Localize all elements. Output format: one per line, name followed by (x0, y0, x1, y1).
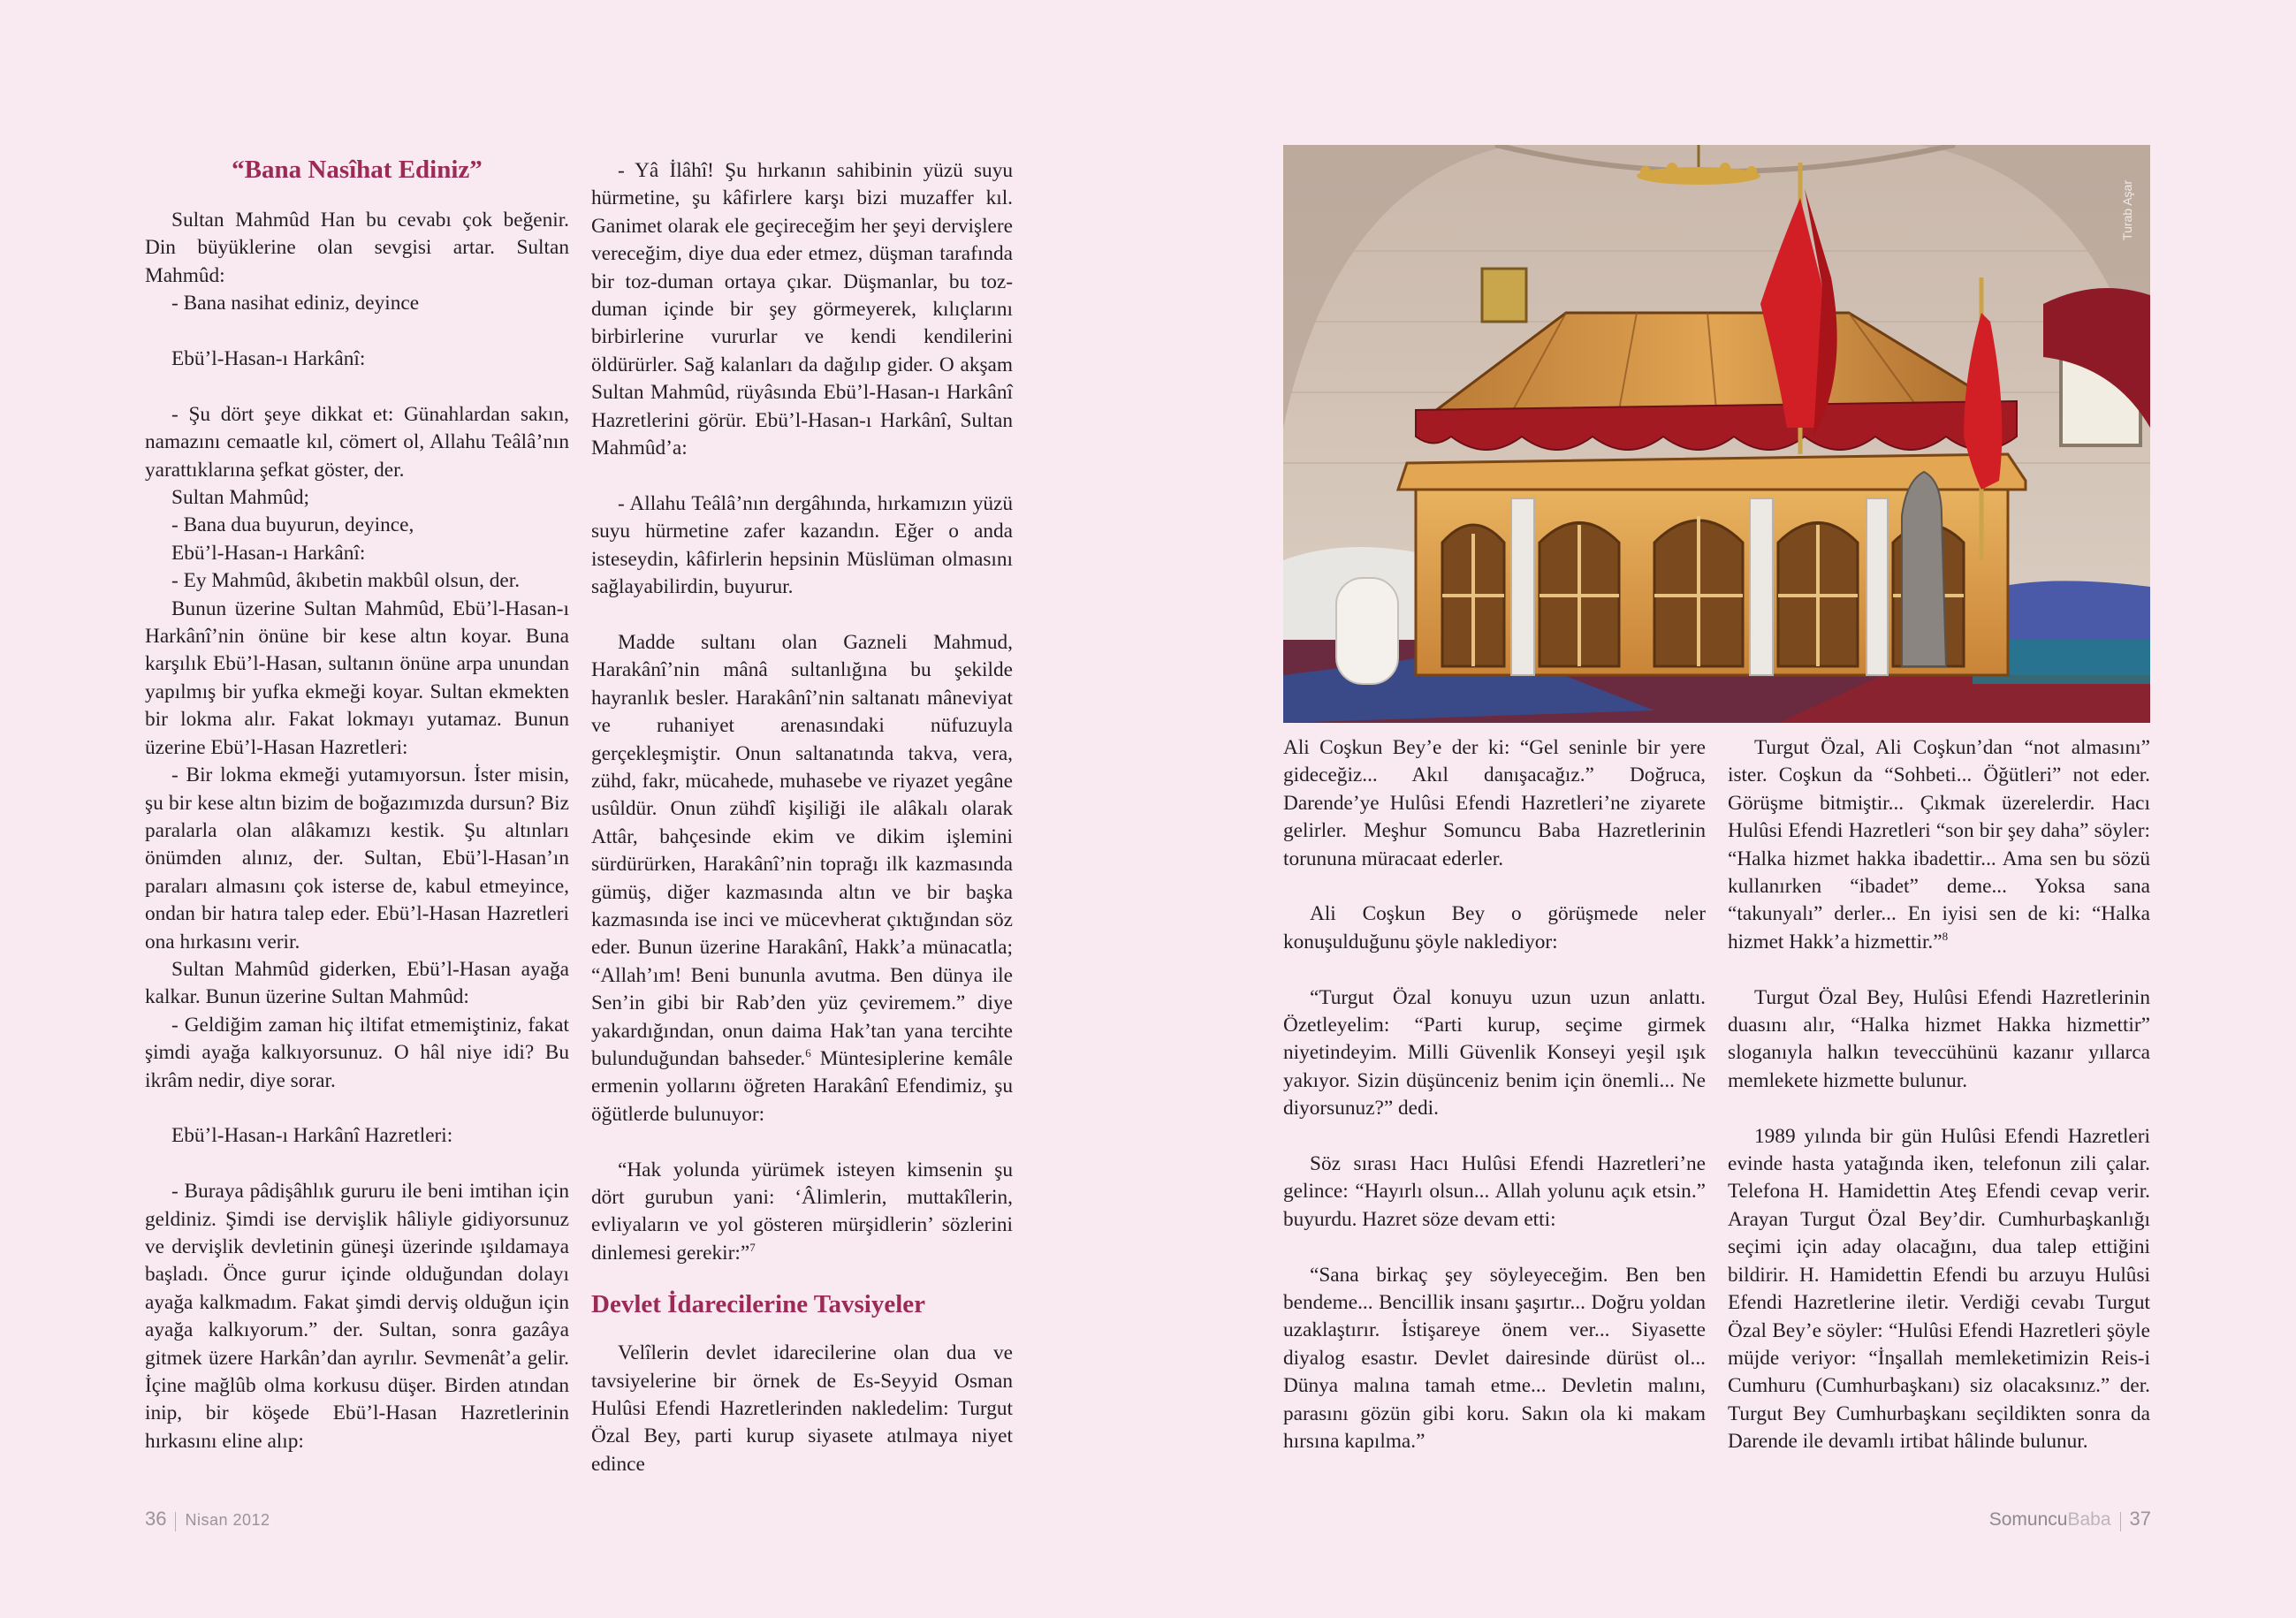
paragraph: Ali Coşkun Bey o görüşmede neler konuşulduğunu şöyle naklediyor: (1283, 902, 1706, 953)
footnote-marker: 8 (1942, 930, 1949, 944)
paragraph: Turgut Özal Bey, Hulûsi Efendi Hazretlerinin duasını alır, “Halka hizmet Hakka hizmettir” sloganıyla halkın teveccühünü kazanır yıllarca memlekete hizmette bulunur. (1728, 985, 2150, 1092)
issue-date: Nisan 2012 (185, 1511, 270, 1529)
tomb-illustration (1283, 145, 2150, 723)
section-heading-nasihat: “Bana Nasîhat Ediniz” (232, 156, 483, 184)
paragraph: - Buraya pâdişâhlık gururu ile beni imtihan için geldiniz. Şimdi ise dervişlik hâliyle gidiyorsunuz ve dervişlik devletinin güneşi üzerinde ışıldamaya başladı. Önce gurur içinde olduğundan dolayı ayağa kalkmadım. Fakat şimdi derviş olduğun için ayağa kalkıyorum.” der. Sultan, sonra gazâya gitmek üzere Harkân’dan ayrılır. Sevmenât’a gelir. İçine mağlûb olma korkusu düşer. Birden atından inip, bir köşede Ebü’l-Hasan Hazretlerinin hırkasını eline alıp: (145, 1180, 569, 1453)
paragraph: - Bana nasihat ediniz, deyince (171, 292, 420, 315)
paragraph: Bunun üzerine Sultan Mahmûd, Ebü’l-Hasan-ı Harkânî’nin önüne bir kese altın koyar. Buna karşılık Ebü’l-Hasan, sultanın önüne arpa unundan yapılmış bir yufka ekmeği koyar. Sultan ekmekten bir lokma alır. Fakat lokmayı yutamaz. Bunun üzerine Ebü’l-Hasan Hazretleri: (145, 596, 569, 759)
left-footer (145, 1508, 270, 1531)
section-heading-devlet: Devlet İdarecilerine Tavsiyeler (591, 1290, 925, 1319)
paragraph: Sultan Mahmûd Han bu cevabı çok beğenir. Din büyüklerine olan sevgisi artar. Sultan Mahmûd: (145, 209, 569, 287)
paragraph: - Allahu Teâlâ’nın dergâhında, hırkamızın yüzü suyu hürmetine zafer kazandın. Eğer o anda isteseydin, kâfirlerin hepsinin Müslüman olmasını sağlayabilirdin, buyurur. (591, 491, 1013, 599)
left-column-2 (591, 157, 1013, 1478)
magazine-logo: SomuncuBaba (1988, 1509, 2111, 1530)
page-number: 36 (145, 1508, 167, 1530)
paragraph: Turgut Özal, Ali Coşkun’dan “not almasını” ister. Coşkun da “Sohbeti... Öğütleri” not eder. Görüşme bitmiştir... Çıkmak üzerelerdir. Hacı Hulûsi Efendi Hazretleri “son bir şey daha” söyler: “Halka hizmet hakka ibadettir... Ama sen bu sözü kullanırken “ibadet” deme... Yoksa sana “takunyalı” derler... En iyisi sen de ki: “Halka hizmet Hakk’a hizmettir.”$^8$ (1728, 736, 2150, 953)
paragraph: “Turgut Özal konuyu uzun uzun anlattı. Özetleyelim: “Parti kurup, seçime girmek niyetindeyim. Milli Güvenlik Konseyi yeşil ışık yakıyor. Sizin düşünceniz benim için önemli... Ne diyorsunuz?” dedi. (1283, 985, 1706, 1120)
paragraph: 1989 yılında bir gün Hulûsi Efendi Hazretleri evinde hasta yatağında iken, telefonun zili çalar. Telefona H. Hamidettin Ateş Efendi cevap verir. Arayan Turgut Özal Bey’dir. Cumhurbaşkanlığı seçimi için aday olacağını, dua talep ettiğini bildirir. H. Hamidettin Efendi bu arzuyu Hulûsi Efendi Hazretlerine iletir. Verdiği cevabı Turgut Özal Bey’e söyler: “Hulûsi Efendi Hazretleri şöyle müjde veriyor: “İnşallah memleketimizin Reis-i Cumhuru (Cumhurbaşkanı) siz olacaksınız.” der. Turgut Bey Cumhurbaşkanı seçildikten sonra da Darende ile devamlı irtibat hâlinde bulunur. (1728, 1124, 2150, 1454)
paragraph: - Bir lokma ekmeği yutamıyorsun. İster misin, şu bir kese altın bizim de boğazımızda dursun? Biz paralarla olan alâkamızı kestik. Şu altınları önümden alınız, der. Sultan, Ebü’l-Hasan’ın paraları almasını çok isterse de, kabul etmeyince, ondan bir hatıra talep eder. Ebü’l-Hasan Hazretleri ona hırkasını verir. (145, 763, 569, 953)
footer-divider (175, 1512, 176, 1531)
right-footer (1989, 1508, 2151, 1531)
paragraph: - Yâ İlâhî! Şu hırkanın sahibinin yüzü suyu hürmetine, şu kâfirlere karşı bizi muzaffer kıl. Ganimet olarak ele geçireceğim her şeyi dervişlere vereceğim, diye dua eder etmez, düşman tarafında bir toz-duman ortaya çıkar. Düşmanlar, bu toz-duman içinde bir şey görmeyerek, kılıçlarını birbirlerine vururlar ve kendi kendilerini öldürürler. Sağ kalanları da dağılıp gider. O akşam Sultan Mahmûd, rüyâsında Ebü’l-Hasan-ı Harkânî Hazretlerini görür. Ebü’l-Hasan-ı Harkânî, Sultan Mahmûd’a: (591, 159, 1013, 460)
paragraph: Velîlerin devlet idarecilerine olan dua ve tavsiyelerine bir örnek de Es-Seyyid Osman Hulûsi Efendi Hazretlerinden nakledelim: Turgut Özal Bey, parti kurup siyasete atılmaya niyet edince (591, 1341, 1013, 1476)
left-column-1 (145, 152, 569, 1455)
paragraph: - Ey Mahmûd, âkıbetin makbûl olsun, der. (171, 569, 521, 593)
photo-credit: Turab Aşar (2120, 180, 2134, 240)
paragraph: Sultan Mahmûd giderken, Ebü’l-Hasan ayağa kalkar. Bunun üzerine Sultan Mahmûd: (145, 957, 569, 1009)
paragraph: - Bana dua buyurun, deyince, (171, 513, 414, 537)
paragraph: Ebü’l-Hasan-ı Harkânî Hazretleri: (171, 1124, 453, 1148)
paragraph: - Geldiğim zaman hiç iltifat etmemiştiniz, fakat şimdi ayağa kalkıyorsunuz. O hâl niye idi? Bu ikrâm nedir, diye sorar. (145, 1013, 569, 1092)
paragraph: Sultan Mahmûd; (171, 486, 309, 510)
paragraph: “Sana birkaç şey söyleyeceğim. Ben ben bendeme... Bencillik insanı şaşırtır... Doğru yoldan uzaklaştırır. İstişareye önem ver... Siyasette diyalog esastır. Devlet dairesinde dürüst ol... Dünya malına tamah etme... Devletin malını, parasını gözün gibi koru. Sakın ola ki makam hırsına kapılma.” (1283, 1263, 1706, 1454)
footer-divider (2120, 1512, 2121, 1531)
footnote-marker: 7 (749, 1241, 756, 1255)
paragraph: Söz sırası Hacı Hulûsi Efendi Hazretleri’ne gelince: “Hayırlı olsun... Allah yolunu açık etsin.” buyurdu. Hazret söze devam etti: (1283, 1152, 1706, 1231)
paragraph: - Şu dört şeye dikkat et: Günahlardan sakın, namazını cemaatle kıl, cömert ol, Allahu Teâlâ’nın yarattıklarına şefkat göster, der. (145, 402, 569, 482)
tomb-photo (1283, 145, 2150, 723)
right-column-1 (1283, 734, 1706, 1456)
right-column-2 (1728, 734, 2150, 1456)
footnote-marker: 6 (805, 1046, 811, 1060)
paragraph: Ebü’l-Hasan-ı Harkânî: (171, 541, 366, 565)
paragraph: “Hak yolunda yürümek isteyen kimsenin şu dört gurubun yani: ‘Âlimlerin, muttakîlerin, evliyaların ve yol gösteren mürşidlerin’ sözlerini dinlemesi gerekir:”$^7$ (591, 1158, 1013, 1265)
page-number: 37 (2129, 1508, 2151, 1530)
paragraph: Ali Coşkun Bey’e der ki: “Gel seninle bir yere gideceğiz... Akıl danışacağız.” Doğruca, Darende’ye Hulûsi Efendi Hazretleri’ne ziyarete gelirler. Meşhur Somuncu Baba Hazretlerinin torununa müracaat ederler. (1283, 736, 1706, 870)
paragraph: Madde sultanı olan Gazneli Mahmud, Harakânî’nin mânâ sultanlığına bu şekilde hayranlık besler. Harakânî’nin saltanatı mâneviyat ve ruhaniyet arenasındaki nüfuzuyla gerçekleşmiştir. Onun saltanatında takva, vera, zühd, fakr, mücahede, muhasebe ve riyazet yegâne usûldür. Onun zühdî kişiliği ile alâkalı olarak Attâr, bahçesinde ekim ve dikim işlemini sürdürürken, Harakânî’nin toprağı ilk kazmasında gümüş, diğer kazmasında altın ve bir başka kazmasında ise inci ve mücevherat çıktığından söz eder. Bunun üzerine Harakânî, Hakk’a münacatla; “Allah’ım! Beni bununla avutma. Ben dünya ile Sen’in gibi bir Rab’den yüz çeviremem.” diye yakardığından, onun daima Hak’tan yana tercihte bulunduğundan bahseder.$^6$ Müntesiplerine kemâle ermenin yollarını öğreten Harakânî Efendimiz, şu öğütlerde bulunuyor: (591, 630, 1013, 1126)
paragraph: Ebü’l-Hasan-ı Harkânî: (171, 347, 366, 371)
